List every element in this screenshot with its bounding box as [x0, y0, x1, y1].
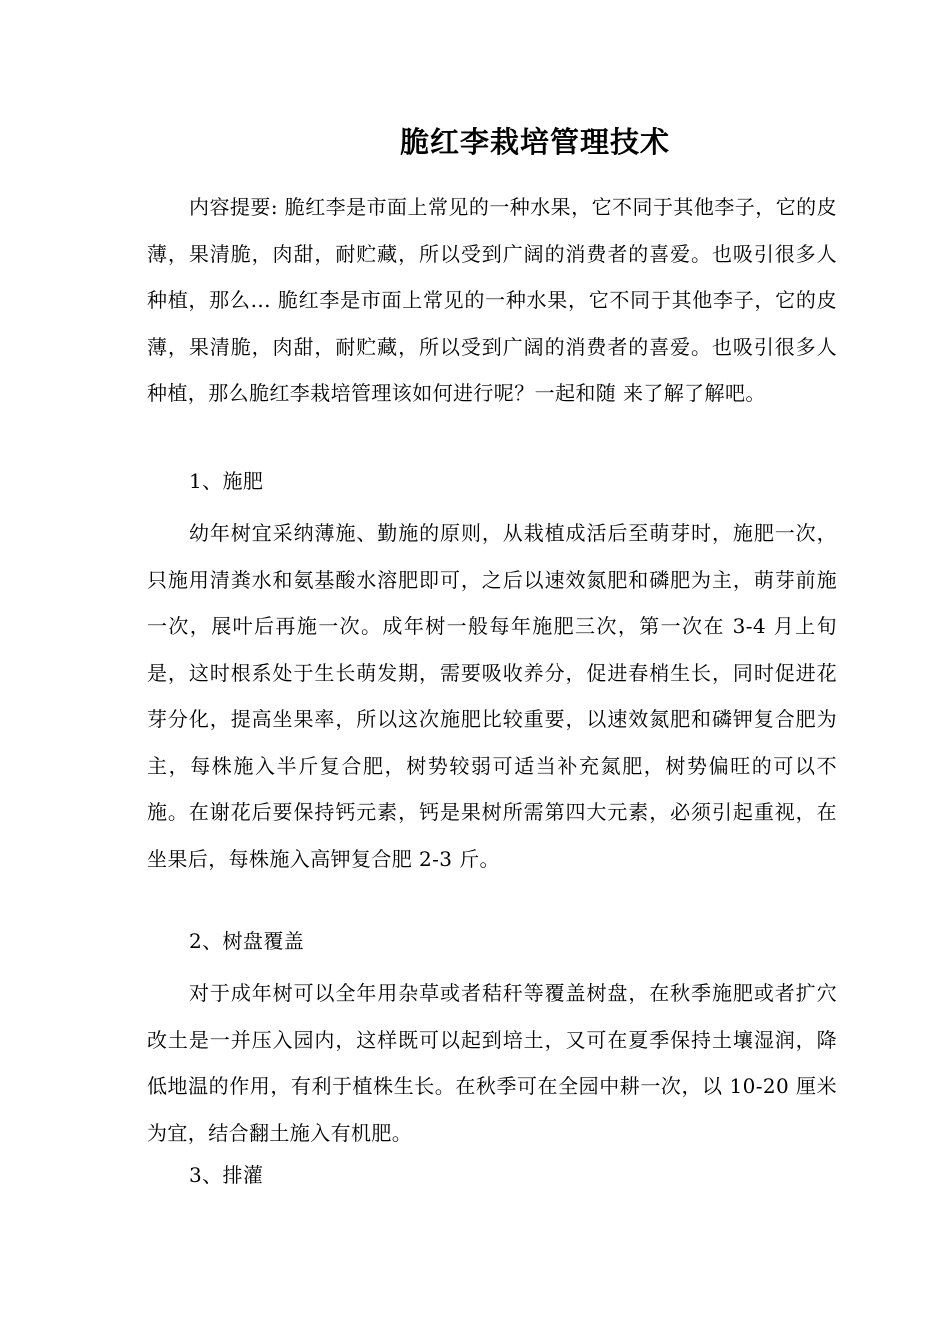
section-heading-fertilizing: 1、施肥	[189, 469, 264, 493]
section-heading-irrigation: 3、排灌	[189, 1163, 264, 1187]
section-body-fertilizing: 幼年树宜采纳薄施、勤施的原则，从栽植成活后至萌芽时，施肥一次，只施用清粪水和氨基酸水溶肥即可，之后以速效氮肥和磷肥为主，萌芽前施一次，展叶后再施一次。成年树一般每年施肥三次，第一次在 3-4 月上旬是，这时根系处于生长萌发期，需要吸收养分，促进春梢生长，同时促进花芽分化，提高坐果率，所以这次施肥比较重要，以速效氮肥和磷钾复合肥为主，每株施入半斤复合肥，树势较弱可适当补充氮肥，树势偏旺的可以不施。在谢花后要保持钙元素，钙是果树所需第四大元素，必须引起重视，在坐果后，每株施入高钾复合肥 2-3 斤。	[147, 521, 837, 871]
section-body-tree-tray-cover: 对于成年树可以全年用杂草或者秸秆等覆盖树盘，在秋季施肥或者扩穴改土是一并压入园内，这样既可以起到培土，又可在夏季保持土壤湿润，降低地温的作用，有利于植株生长。在秋季可在全园中耕一次，以 10-20 厘米为宜，结合翻土施入有机肥。	[147, 981, 837, 1145]
summary-paragraph: 内容提要: 脆红李是市面上常见的一种水果，它不同于其他李子，它的皮薄，果清脆，肉甜，耐贮藏，所以受到广阔的消费者的喜爱。也吸引很多人种植，那么... 脆红李是市面上常见的一种水果，它不同于其他李子，它的皮薄，果清脆，肉甜，耐贮藏，所以受到广阔的消费者的喜爱。也吸引很多人种植，那么脆红李栽培管理该如何进行呢？一起和随 来了解了解吧。	[147, 195, 837, 405]
section-heading-tree-tray-cover: 2、树盘覆盖	[189, 929, 305, 953]
document-title: 脆红李栽培管理技术	[399, 125, 670, 159]
